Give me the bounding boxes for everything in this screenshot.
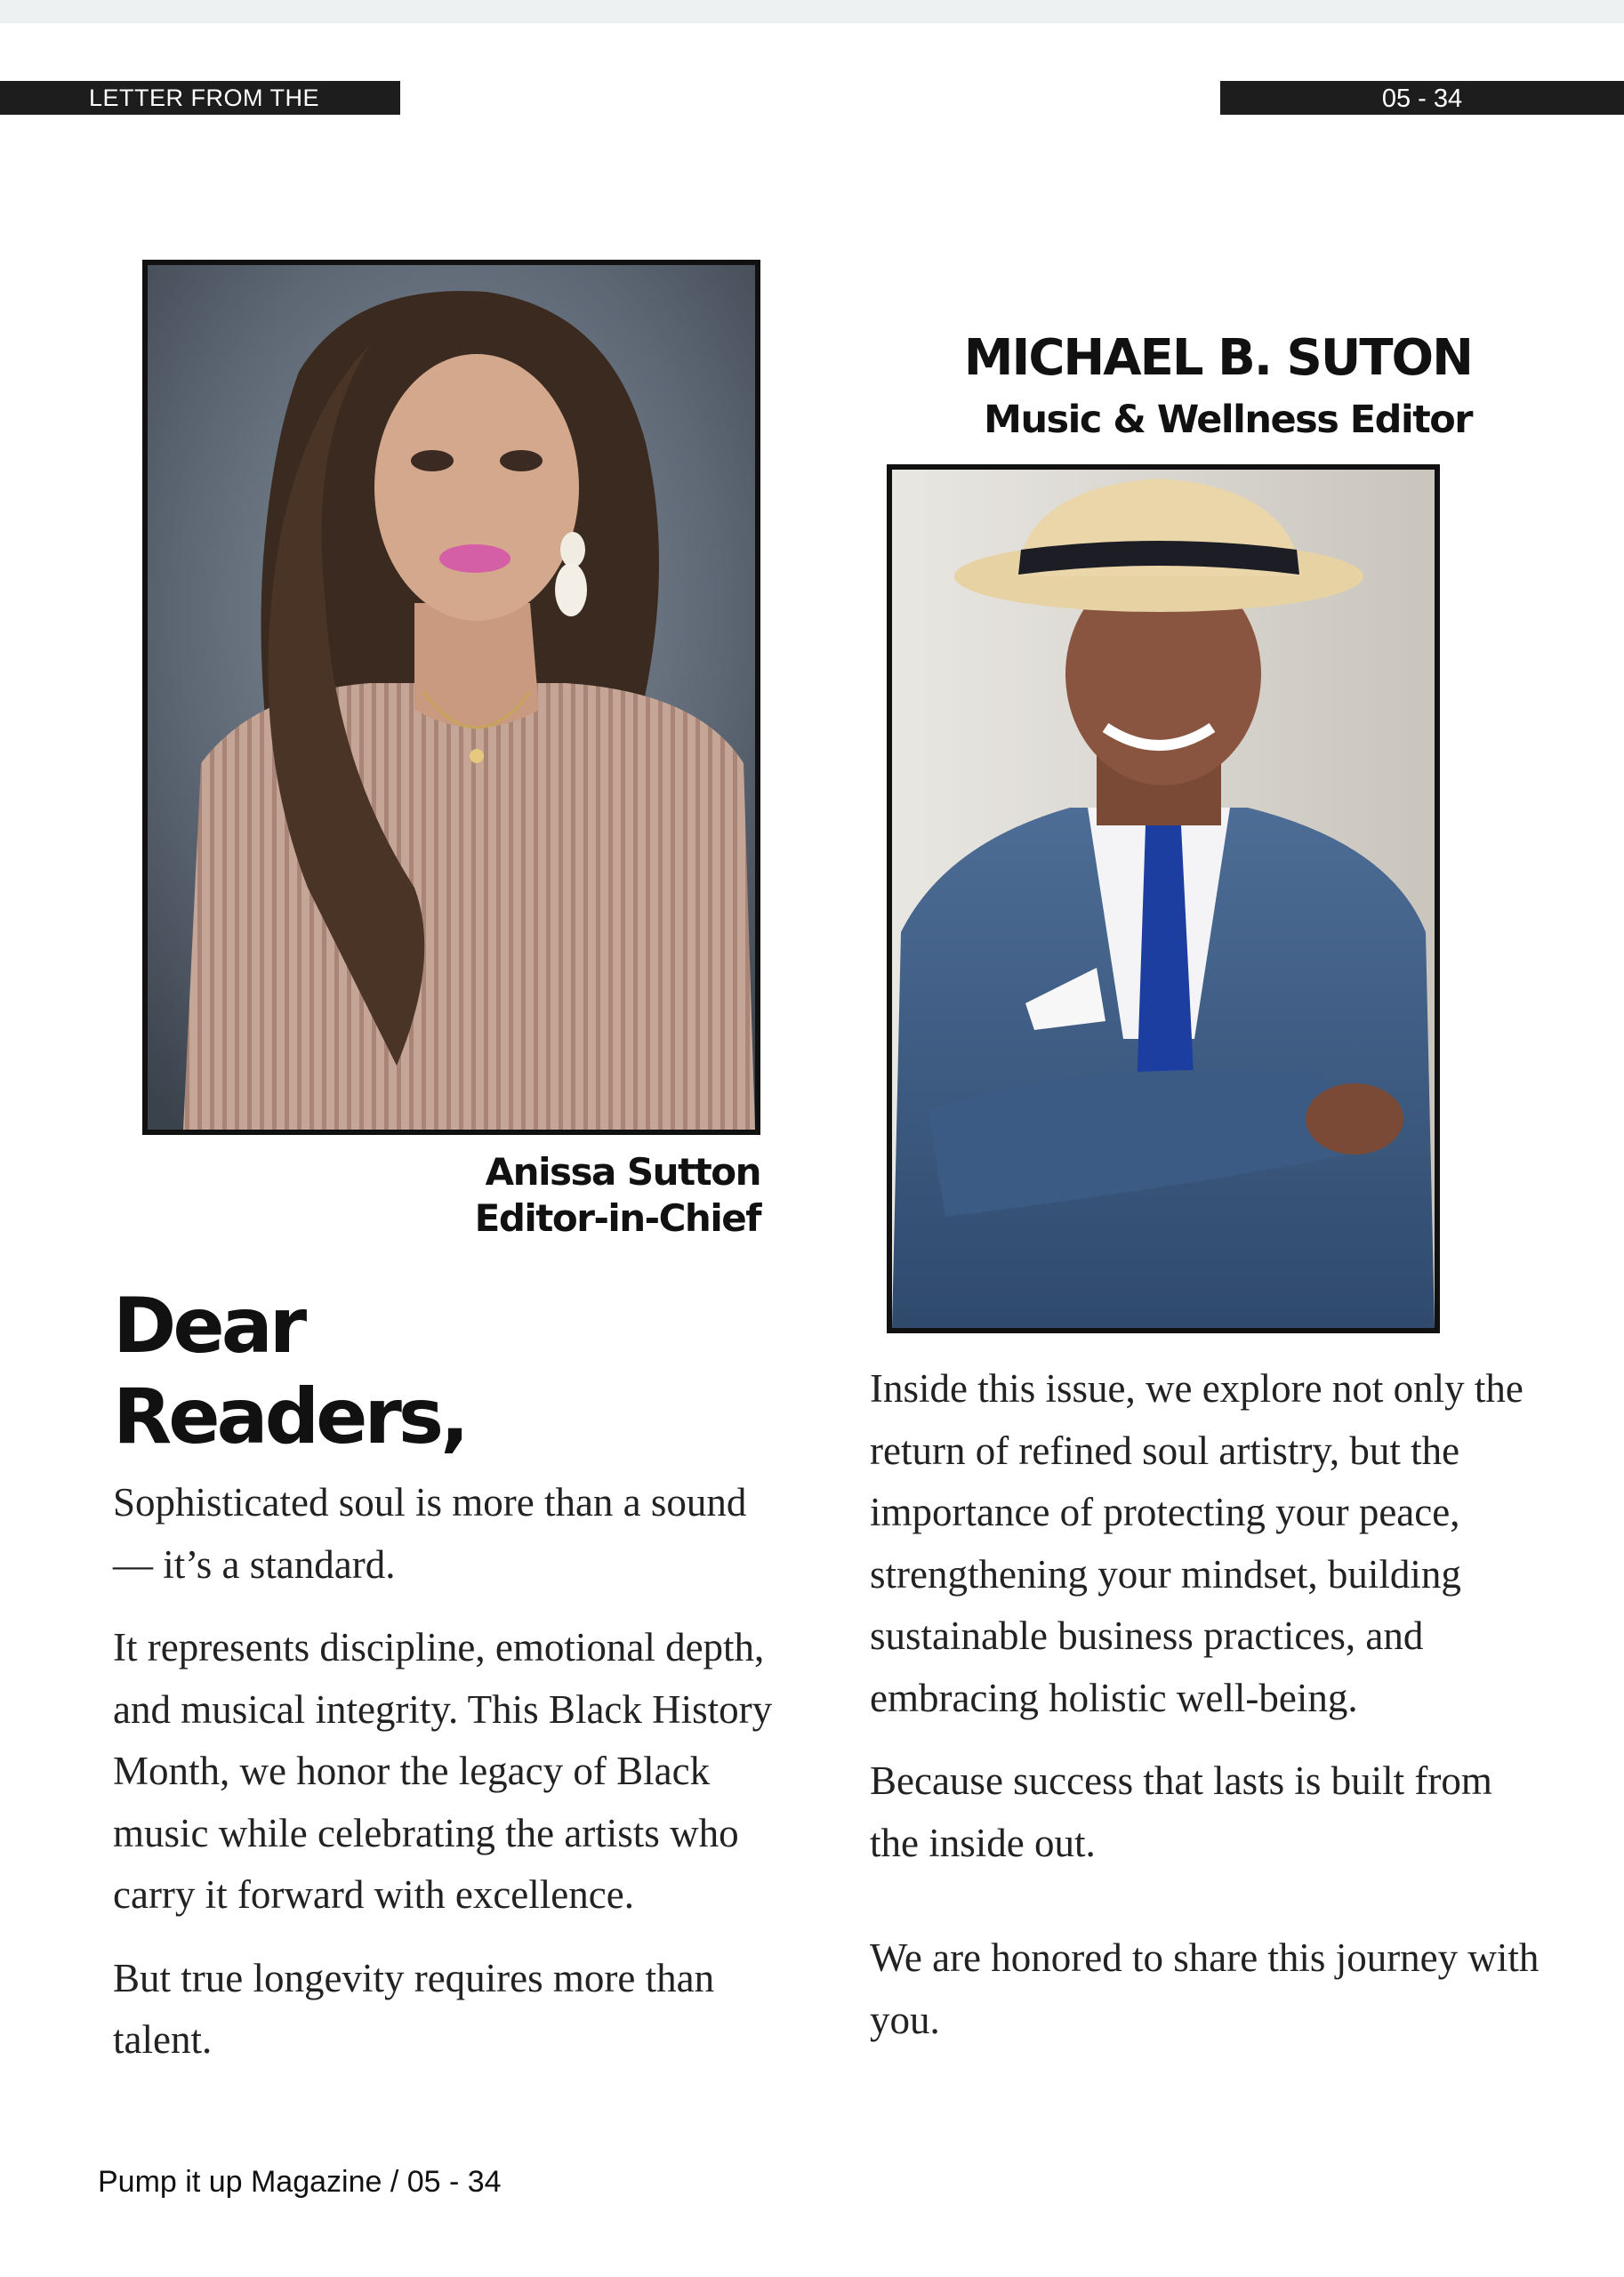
section-header-bar — [0, 81, 400, 145]
letter-right-column — [870, 1358, 1546, 2072]
page-footer: Pump it up Magazine / 05 - 34 — [98, 2165, 502, 2199]
letter-greeting — [113, 1281, 611, 1462]
music-editor-name: MICHAEL B. SUTON — [963, 329, 1472, 387]
editor-in-chief-name: Anissa Sutton — [485, 1150, 760, 1194]
editor-in-chief-caption — [293, 1149, 760, 1242]
page-range: 05 - 34 — [1381, 84, 1463, 113]
letter-paragraph: Because success that lasts is built from the inside out. — [870, 1758, 1492, 1865]
letter-paragraph: It represents discipline, emotional depth, and musical integrity. This Black History Month, we honor the legacy of Black music while celebrating the artists who carry it forward with excellence. — [113, 1625, 773, 1917]
greeting-line-2: Readers, — [113, 1372, 466, 1461]
editor-in-chief-role: Editor-in-Chief — [474, 1196, 760, 1240]
page-range-bar — [1220, 81, 1624, 115]
letter-paragraph: But true longevity requires more than talent. — [113, 1955, 715, 2062]
letter-left-column — [113, 1472, 789, 2093]
section-label: LETTER FROM THE EDITORS — [89, 84, 320, 145]
top-strip — [0, 0, 1624, 23]
greeting-line-1: Dear — [113, 1282, 304, 1371]
letter-paragraph: Sophisticated soul is more than a sound — it’s a standard. — [113, 1480, 747, 1587]
music-editor-role: Music & Wellness Editor — [984, 398, 1472, 442]
editor-in-chief-photo — [142, 260, 760, 1135]
music-editor-photo — [887, 464, 1440, 1333]
letter-paragraph: We are honored to share this journey with you. — [870, 1935, 1540, 2042]
letter-paragraph: Inside this issue, we explore not only the return of refined soul artistry, but the importance of protecting your peace, strengthening your mindset, building sustainable business practices, and embracing holistic well-being. — [870, 1366, 1524, 1720]
